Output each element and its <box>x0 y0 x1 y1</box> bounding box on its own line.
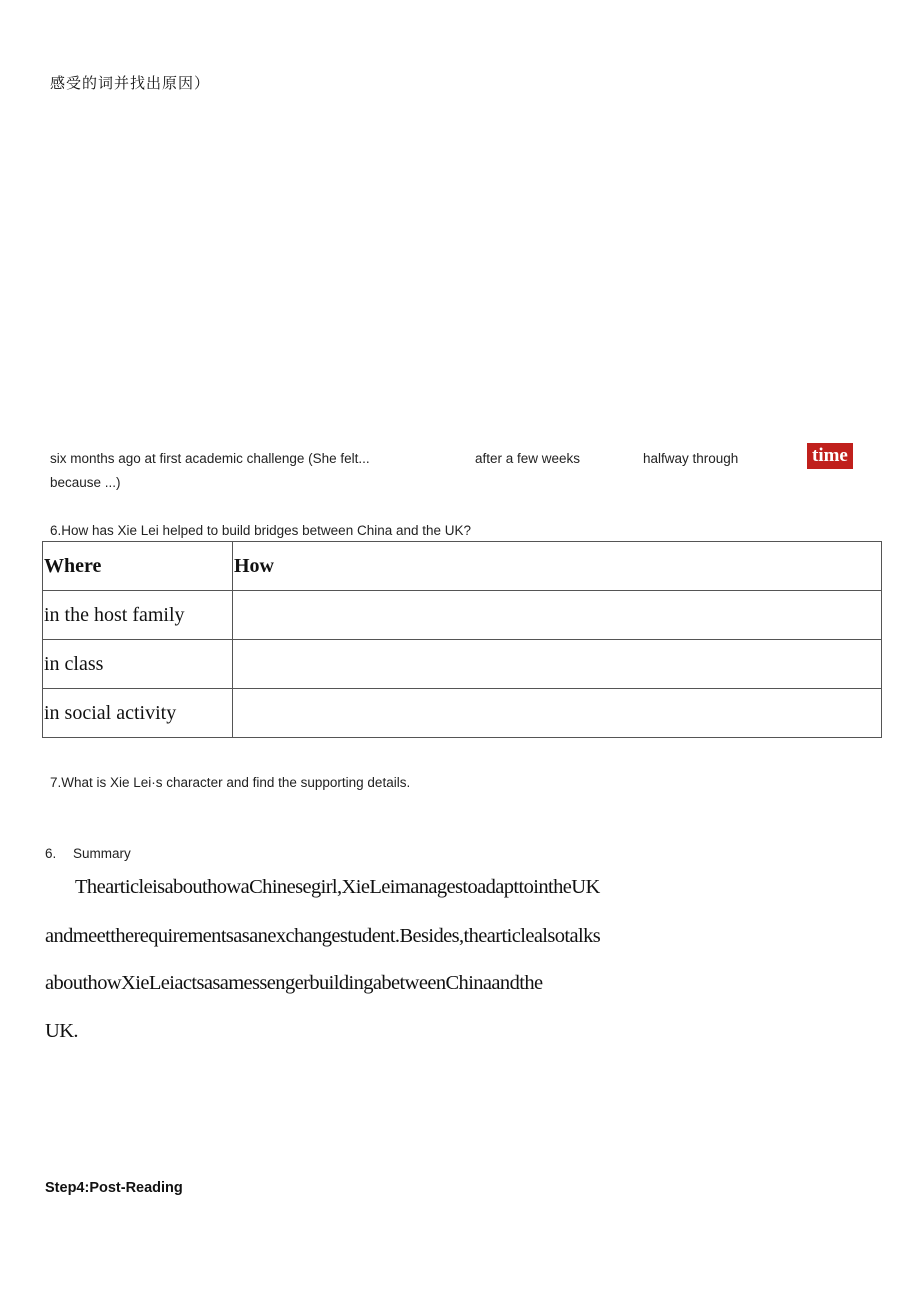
timeline-col2: after a few weeks <box>475 451 581 466</box>
table-row <box>43 640 882 689</box>
header-how: How <box>233 542 882 591</box>
table-row <box>43 689 882 738</box>
question-6: 6.How has Xie Lei helped to build bridges between China and the UK? <box>50 523 472 538</box>
table-header-row <box>43 542 882 591</box>
timeline-col1-line2: because ...) <box>50 475 121 490</box>
cell-where: in social activity <box>43 689 233 738</box>
summary-number: 6. <box>45 846 57 861</box>
timeline-col3: halfway through <box>643 451 739 466</box>
timeline-col1-line1: six months ago at first academic challenge (She felt... <box>50 451 370 466</box>
bridges-table <box>42 541 882 738</box>
time-badge: time <box>807 443 853 469</box>
question-7: 7.What is Xie Lei·s character and find the supporting details. <box>50 775 411 790</box>
cell-where: in the host family <box>43 591 233 640</box>
summary-line-4: UK. <box>45 1020 78 1042</box>
summary-title: Summary <box>73 846 131 861</box>
header-where: Where <box>43 542 233 591</box>
summary-line-1: ThearticleisabouthowaChinesegirl,XieLeimanagestoadapttointheUK <box>75 876 600 898</box>
cell-how[interactable] <box>233 689 882 738</box>
table-row <box>43 591 882 640</box>
cell-how[interactable] <box>233 640 882 689</box>
heading-cn: 感受的词并找出原因） <box>50 74 211 92</box>
step4-heading: Step4:Post-Reading <box>45 1180 183 1196</box>
summary-line-2: andmeettherequirementsasanexchangestudent.Besides,thearticlealsotalks <box>45 925 601 947</box>
cell-how[interactable] <box>233 591 882 640</box>
cell-where: in class <box>43 640 233 689</box>
summary-line-3: abouthowXieLeiactsasamessengerbuildingabetweenChinaandthe <box>45 972 543 994</box>
